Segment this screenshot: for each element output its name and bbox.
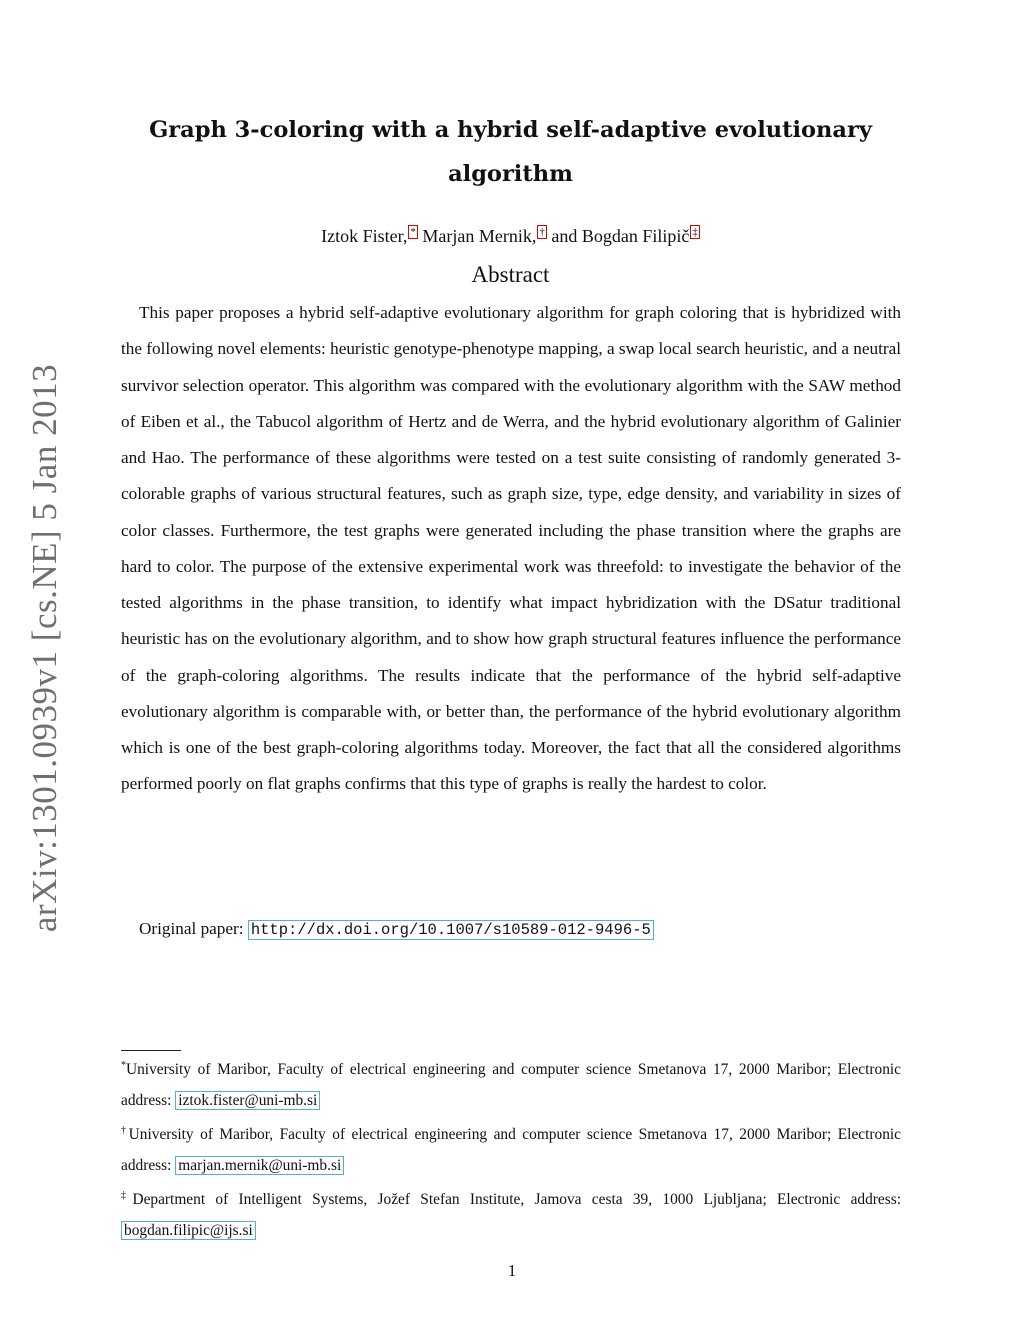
abstract-text: This paper proposes a hybrid self-adaptive evolutionary algorithm for graph coloring that is hybridized with the following novel elements: heuristic genotype-phenotype mapping, a swap local search heuristic, and a neutral survivor selection operator. This algorithm was compared with the evolutionary algorithm with the SAW method of Eiben et al., the Tabucol algorithm of Hertz and de Werra, and the hybrid evolutionary algorithm of Galinier and Hao. The performance of these algorithms were tested on a test suite consisting of randomly generated 3-colorable graphs of various structural features, such as graph size, type, edge density, and variability in sizes of color classes. Furthermore, the test graphs were generated including the phase transition where the graphs are hard to color. The purpose of the extensive experimental work was threefold: to investigate the behavior of the tested algorithms in the phase transition, to identify what impact hybridization with the DSatur traditional heuristic has on the evolutionary algorithm, and to show how graph structural features influence the performance of the graph-coloring algorithms. The results indicate that the performance of the hybrid self-adaptive evolutionary algorithm is comparable with, or better than, the performance of the hybrid evolutionary algorithm which is one of the best graph-coloring algorithms today. Moreover, the fact that all the considered algorithms performed poorly on flat graphs confirms that this type of graphs is really the hardest to color. [121,303,901,794]
footnote-link[interactable]: † [539,226,545,238]
email-link[interactable]: iztok.fister@uni-mb.si [175,1091,320,1110]
footnote-link[interactable]: * [410,226,416,238]
email-link[interactable]: marjan.mernik@uni-mb.si [175,1156,344,1175]
author-name: Iztok Fister, [321,226,408,246]
arxiv-identifier: arXiv:1301.0939v1 [cs.NE] 5 Jan 2013 [25,363,64,933]
footnote-mark: † [121,1125,129,1137]
footnote-mark: ‡ [121,1190,133,1202]
footnote [121,1051,901,1116]
footnote-link[interactable]: ‡ [692,226,698,238]
author-name: and Bogdan Filipič [551,226,690,246]
original-paper-line [139,914,654,945]
footnote-text: Department of Intelligent Systems, Jožef Stefan Institute, Jamova cesta 39, 1000 Ljubljana; Electronic address: [132,1191,901,1209]
footnote [121,1181,901,1246]
abstract-heading: Abstract [471,262,550,287]
paper-title: Graph 3-coloring with a hybrid self-adaptive evolutionary algorithm [149,117,872,187]
footnotes [121,1051,901,1246]
footnote-text: University of Maribor, Faculty of electrical engineering and computer science Smetanova 17, 2000 Maribor; Electronic address: [121,1126,902,1174]
footnote [121,1116,901,1181]
author-list [120,218,901,250]
author-name: Marjan Mernik, [422,226,537,246]
footnote-mark: * [121,1060,126,1071]
page-number: 1 [507,1261,517,1280]
original-paper-label: Original paper: [139,919,244,938]
footnote-text: University of Maribor, Faculty of electrical engineering and computer science Smetanova 17, 2000 Maribor; Electronic address: [121,1061,901,1109]
email-link[interactable]: bogdan.filipic@ijs.si [121,1221,256,1240]
doi-link[interactable]: http://dx.doi.org/10.1007/s10589-012-9496-5 [248,920,654,940]
